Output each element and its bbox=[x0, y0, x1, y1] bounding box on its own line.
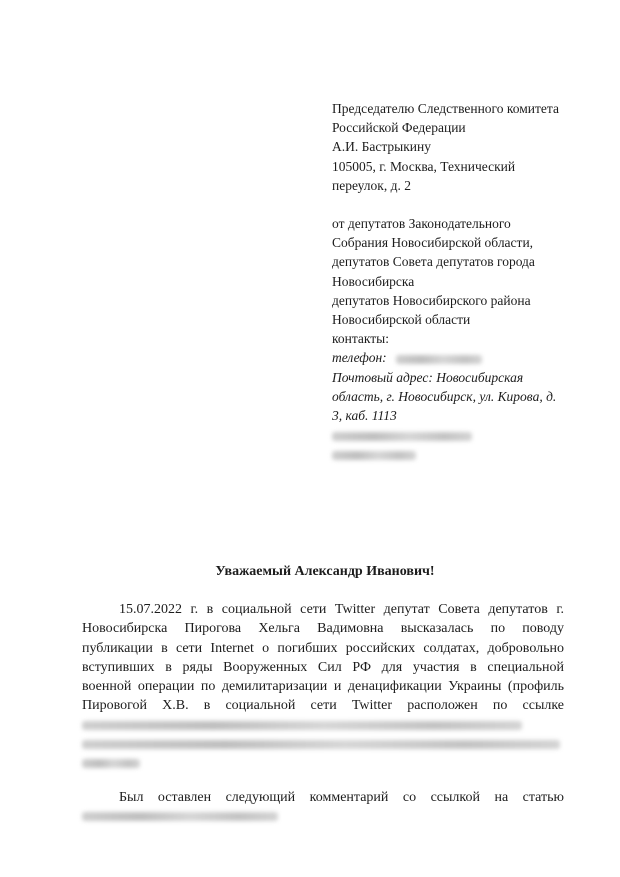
sender-line: контакты: bbox=[332, 331, 390, 347]
body-line: Был оставлен следующий комментарий со ссылкой на статью bbox=[119, 789, 564, 805]
postal-line: 3, каб. 1113 bbox=[332, 408, 397, 424]
sender-line: депутатов Совета депутатов города bbox=[332, 254, 535, 270]
redacted-email-line bbox=[332, 444, 602, 463]
body-line: публикации в сети Internet о погибших российских солдатах, добровольно bbox=[82, 640, 564, 656]
redacted-phone bbox=[396, 355, 482, 364]
addressee-block bbox=[332, 99, 602, 464]
redacted-link-line bbox=[82, 807, 564, 826]
addressee-line: переулок, д. 2 bbox=[332, 177, 411, 193]
body-line: вступивших в ряды Вооруженных Сил РФ для участия в специальной bbox=[82, 659, 564, 675]
sender-line: от депутатов Законодательного bbox=[332, 216, 511, 232]
body-line: Пировогой Х.В. в социальной сети Twitter расположен по ссылке bbox=[82, 698, 564, 714]
body-line: 15.07.2022 г. в социальной сети Twitter депутат Совета депутатов г. bbox=[119, 602, 564, 617]
postal-line: Почтовый адрес: Новосибирская bbox=[332, 369, 524, 385]
addressee-line: А.И. Бастрыкину bbox=[332, 139, 432, 155]
salutation: Уважаемый Александр Иванович! bbox=[215, 564, 435, 579]
redacted-email-line bbox=[332, 425, 602, 444]
sender-line: Собрания Новосибирской области, bbox=[332, 235, 534, 251]
postal-line: область, г. Новосибирск, ул. Кирова, д. bbox=[332, 388, 557, 404]
sender-line: депутатов Новосибирского района bbox=[332, 292, 531, 308]
body-line: Новосибирска Пирогова Хельга Вадимовна высказалась по поводу bbox=[82, 621, 564, 637]
addressee-line: Председателю Следственного комитета bbox=[332, 101, 559, 116]
letter-body bbox=[82, 600, 564, 826]
sender-line: Новосибирской области bbox=[332, 312, 471, 328]
body-line: военной операции по демилитаризации и денацификации Украины (профиль bbox=[82, 679, 564, 695]
redacted-link-line bbox=[82, 716, 564, 735]
redacted-link-line bbox=[82, 754, 564, 773]
sender-line: Новосибирска bbox=[332, 273, 415, 289]
addressee-line: Российской Федерации bbox=[332, 120, 466, 136]
phone-line bbox=[332, 348, 602, 367]
addressee-line: 105005, г. Москва, Технический bbox=[332, 158, 516, 174]
redacted-link-line bbox=[82, 735, 564, 754]
phone-label: телефон: bbox=[332, 350, 387, 366]
